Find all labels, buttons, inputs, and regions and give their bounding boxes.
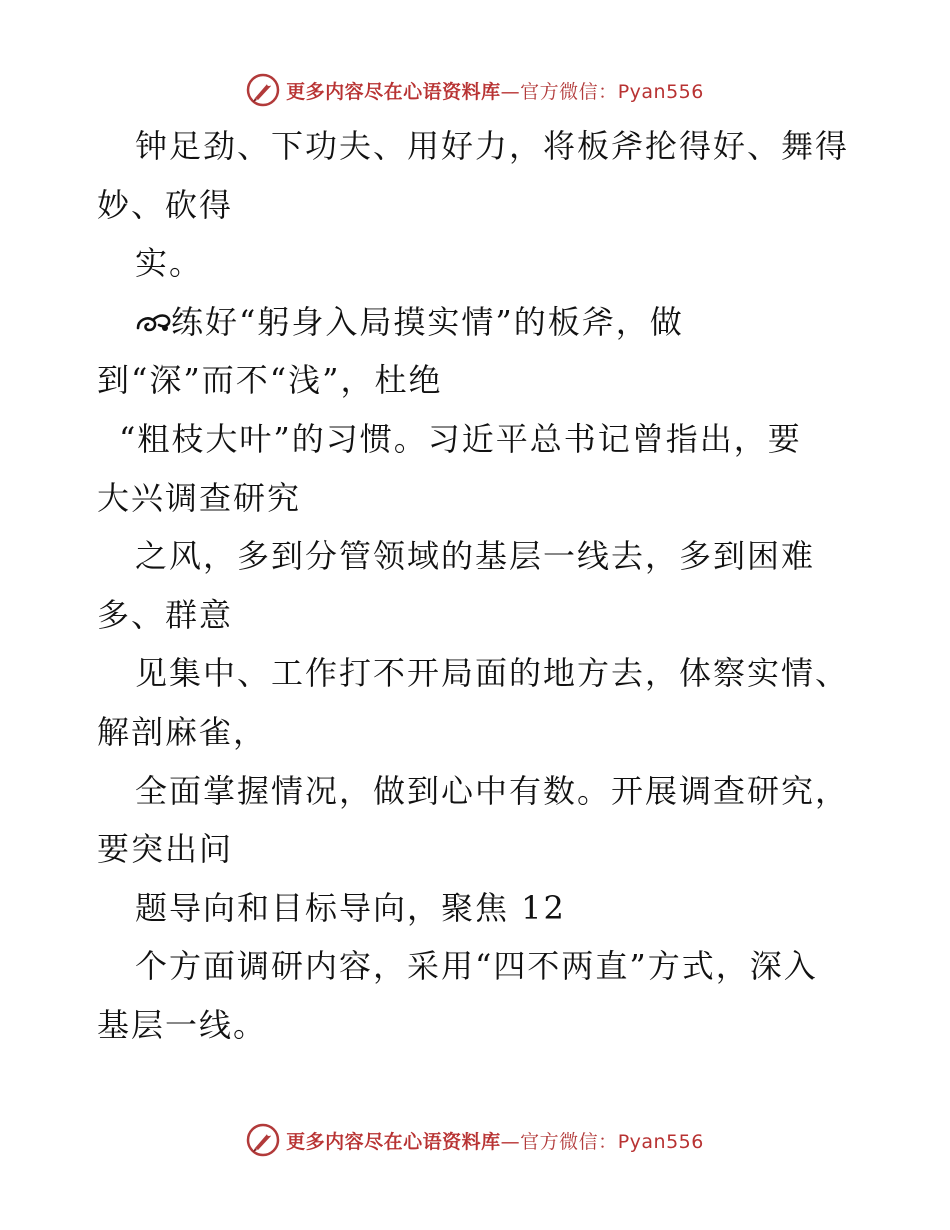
document-body [97,117,867,1055]
banner-text [286,77,704,104]
body-line: 到“深”而不“浅”，杜绝 [97,361,443,400]
pen-logo-icon [246,1123,280,1157]
body-line: 钟足劲、下功夫、用好力，将板斧抡得好、舞得 [135,127,850,165]
pen-logo-icon [246,73,280,107]
body-line: 要突出问 [97,830,234,869]
body-line: 实。 [135,244,204,283]
fleuron-bullet-icon [135,308,171,336]
header-banner [0,70,950,110]
body-line-text: 练好“躬身入局摸实情”的板斧，做 [171,302,684,341]
footer-banner [0,1120,950,1160]
body-line: 大兴调查研究 [97,478,302,517]
body-line: 全面掌握情况，做到心中有数。开展调查研究， [135,771,850,810]
banner-site-text: 更多内容尽在心语资料库 [286,80,501,103]
banner-separator: — [500,80,521,103]
body-line: 解剖麻雀， [97,712,268,751]
banner-separator: — [500,1130,521,1153]
banner-wechat-label: 官方微信： [520,80,618,103]
body-line: 见集中、工作打不开局面的地方去，体察实情、 [135,654,850,693]
banner-text [286,1127,704,1154]
footer-banner-inner [246,1123,704,1157]
banner-site-text: 更多内容尽在心语资料库 [286,1130,501,1153]
banner-wechat-id: Pyan556 [617,80,704,103]
banner-wechat-label: 官方微信： [520,1130,618,1153]
body-line: 基层一线。 [97,1005,268,1044]
body-line-bulleted [97,293,867,352]
body-line: 之风，多到分管领域的基层一线去，多到困难 [135,537,816,576]
banner-wechat-id: Pyan556 [617,1130,704,1153]
body-line: 妙、砍得 [97,185,234,224]
header-banner-inner [246,73,704,107]
body-line: 多、群意 [97,595,234,634]
body-line: 题导向和目标导向，聚焦 12 [135,888,566,927]
body-line: “粗枝大叶”的习惯。习近平总书记曾指出，要 [119,419,802,458]
body-line: 个方面调研内容，采用“四不两直”方式，深入 [135,947,818,986]
